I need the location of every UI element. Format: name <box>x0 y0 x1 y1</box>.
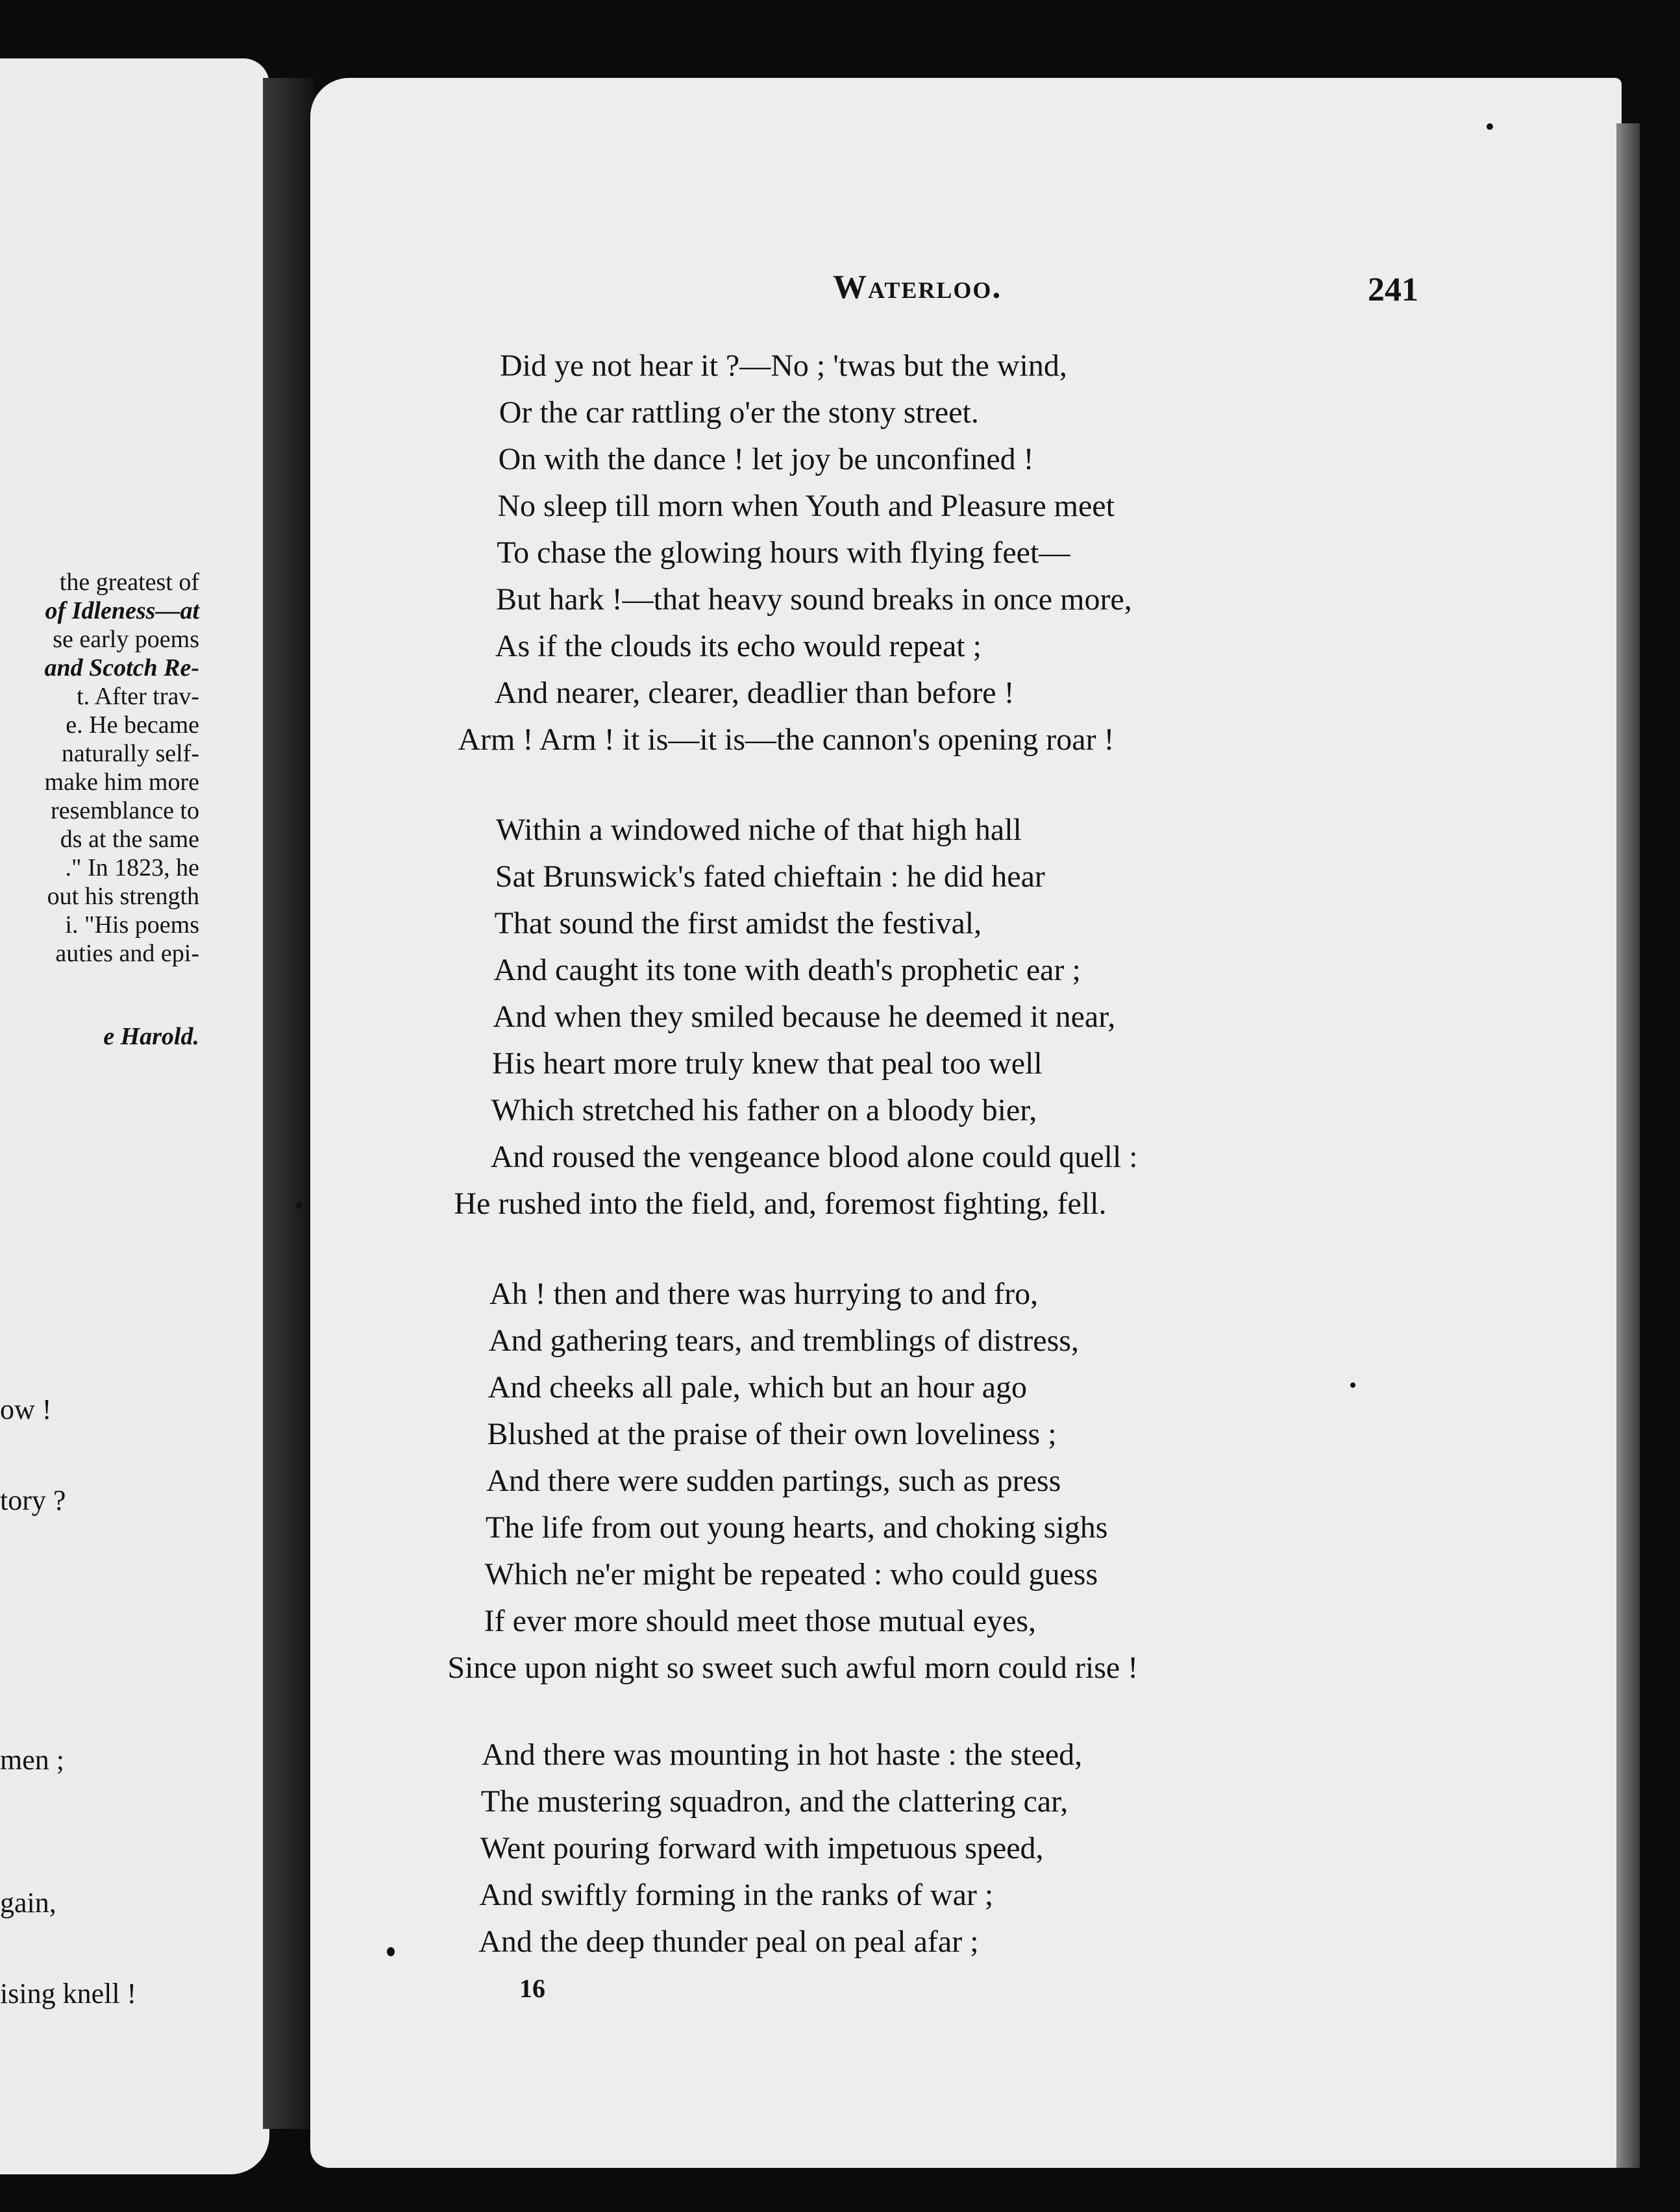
poem-line: On with the dance ! let joy be unconfined ! <box>498 442 1034 476</box>
print-speck <box>296 1202 302 1209</box>
poem-line: And there were sudden partings, such as press <box>486 1464 1061 1498</box>
left-page-line: make him more <box>44 768 199 796</box>
poem-line: Which ne'er might be repeated : who could guess <box>484 1557 1098 1591</box>
left-page-line: t. After trav- <box>77 683 199 710</box>
left-page-line: resemblance to <box>51 797 199 824</box>
poem-line: Went pouring forward with impetuous speed, <box>480 1831 1044 1865</box>
poem-line: And there was mounting in hot haste : the steed, <box>482 1738 1083 1772</box>
poem-line: And caught its tone with death's prophetic ear ; <box>493 953 1081 987</box>
left-page-line: i. "His poems <box>65 911 199 939</box>
left-page-line: of Idleness—at <box>45 597 199 624</box>
poem-line: And when they smiled because he deemed it near, <box>493 1000 1116 1034</box>
poem-line: And roused the vengeance blood alone could quell : <box>490 1140 1138 1174</box>
poem-line: The life from out young hearts, and choking sighs <box>486 1510 1108 1545</box>
poem-line: Did ye not hear it ?—No ; 'twas but the wind, <box>500 349 1067 383</box>
print-speck <box>387 1947 395 1956</box>
poem-line: Ah ! then and there was hurrying to and fro, <box>489 1277 1039 1311</box>
book-gutter <box>263 78 315 2129</box>
poem-line: And swiftly forming in the ranks of war ; <box>479 1878 994 1912</box>
poem-line: He rushed into the field, and, foremost fighting, fell. <box>454 1186 1107 1221</box>
left-page-line: se early poems <box>53 626 199 653</box>
signature-mark: 16 <box>519 1974 545 2003</box>
poem-line: Or the car rattling o'er the stony street. <box>499 395 979 430</box>
poem-line: Sat Brunswick's fated chieftain : he did hear <box>495 859 1045 894</box>
left-page-line: e. He became <box>66 711 199 739</box>
page-edge <box>1616 123 1640 2168</box>
poem-line: Arm ! Arm ! it is—it is—the cannon's opening roar ! <box>458 722 1115 757</box>
poem-line: If ever more should meet those mutual eyes, <box>484 1604 1036 1638</box>
left-page-line: ising knell ! <box>0 1978 137 2009</box>
print-speck <box>1350 1382 1355 1388</box>
left-page-line: e Harold. <box>103 1023 199 1050</box>
page-number: 241 <box>1368 271 1418 308</box>
left-page-line: ow ! <box>0 1394 52 1425</box>
poem-line: But hark !—that heavy sound breaks in once more, <box>496 582 1132 617</box>
left-page-line: naturally self- <box>61 740 199 767</box>
poem-line: His heart more truly knew that peal too well <box>492 1046 1043 1081</box>
poem-line: As if the clouds its echo would repeat ; <box>495 629 982 663</box>
poem-line: And nearer, clearer, deadlier than before ! <box>494 676 1015 710</box>
poem-line: And gathering tears, and tremblings of distress, <box>488 1323 1079 1358</box>
poem-line: That sound the first amidst the festival, <box>494 906 982 940</box>
left-page-line: ds at the same <box>60 826 199 853</box>
poem-line: No sleep till morn when Youth and Pleasure meet <box>497 489 1115 523</box>
running-head: Waterloo. <box>833 269 1002 306</box>
left-page-line: out his strength <box>47 883 199 910</box>
poem-line: To chase the glowing hours with flying feet— <box>497 535 1070 570</box>
left-page-text <box>0 58 269 2174</box>
left-page <box>0 58 269 2174</box>
poem-line: Since upon night so sweet such awful morn could rise ! <box>447 1651 1139 1685</box>
left-page-line: auties and epi- <box>55 940 199 967</box>
left-page-line: the greatest of <box>59 569 199 596</box>
left-page-line: men ; <box>0 1744 64 1776</box>
poem-line: Within a windowed niche of that high hall <box>496 813 1022 847</box>
left-page-line: and Scotch Re- <box>44 654 199 682</box>
poem-line: Which stretched his father on a bloody bier, <box>491 1093 1037 1127</box>
poem-line: And the deep thunder peal on peal afar ; <box>478 1924 979 1959</box>
print-speck <box>1487 123 1493 130</box>
left-page-line: ." In 1823, he <box>65 854 199 881</box>
poem-line: And cheeks all pale, which but an hour ago <box>488 1370 1028 1405</box>
left-page-line: gain, <box>0 1887 56 1919</box>
poem-line: The mustering squadron, and the clattering car, <box>480 1784 1069 1819</box>
poem-line: Blushed at the praise of their own loveliness ; <box>487 1417 1057 1451</box>
left-page-line: tory ? <box>0 1484 66 1516</box>
